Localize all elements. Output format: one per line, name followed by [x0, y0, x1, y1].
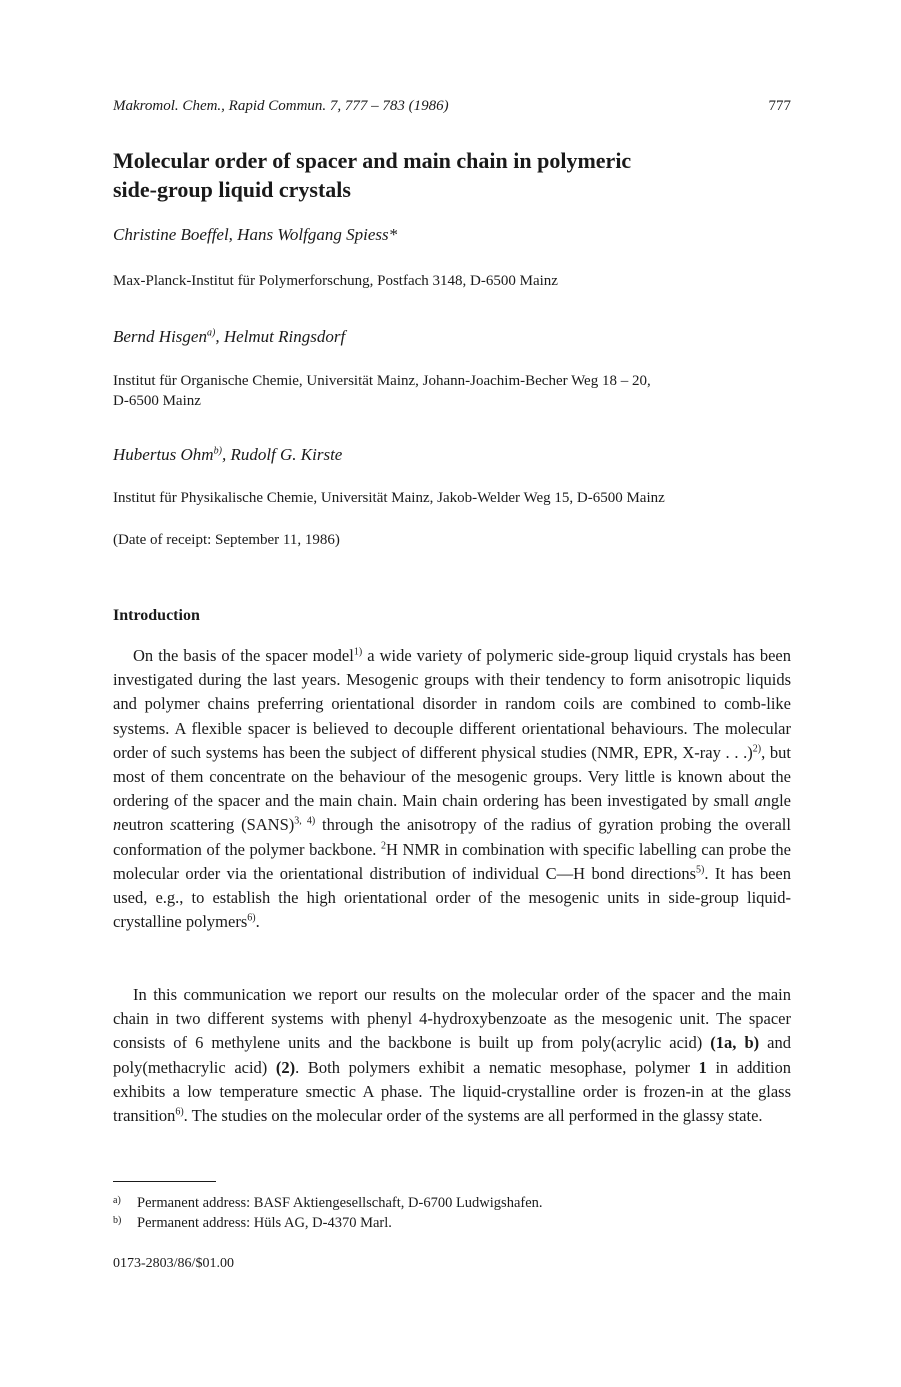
footnote-divider	[113, 1181, 216, 1182]
footnote-mark: b)	[213, 445, 222, 457]
title-line-1: Molecular order of spacer and main chain in polymeric	[113, 148, 632, 173]
paper-title	[113, 146, 773, 204]
isotope-mark: 2	[381, 840, 386, 852]
title-line-2: side-group liquid crystals	[113, 177, 351, 202]
reference-mark: 3, 4)	[294, 815, 316, 827]
affiliation-2-line-1: Institut für Organische Chemie, Universität Mainz, Johann-Joachim-Becher Weg 18 – 20,	[113, 373, 651, 389]
reference-mark: 2)	[752, 743, 762, 755]
footnote-a	[113, 1194, 543, 1213]
reference-mark: 6)	[175, 1106, 184, 1118]
affiliation-1: Max-Planck-Institut für Polymerforschung, Postfach 3148, D-6500 Mainz	[113, 273, 558, 289]
section-heading: Introduction	[113, 607, 200, 624]
journal-citation: Makromol. Chem., Rapid Commun. 7, 777 – 783 (1986)	[113, 98, 449, 114]
footnote-text: Permanent address: Hüls AG, D-4370 Marl.	[137, 1215, 392, 1231]
author-names-rest: , Helmut Ringsdorf	[215, 327, 346, 346]
paragraph-2: In this communication we report our results on the molecular order of the spacer and the main chain in two different systems with phenyl 4-hydroxybenzoate as the mesogenic unit. The spacer consists of 6 methylene units and the backbone is built up from poly(acrylic acid) (1a, b) and poly(methacrylic acid) (2). Both polymers exhibit a nematic mesophase, polymer 1 in addition exhibits a low temperature smectic A phase. The liquid-crystalline order is frozen-in at the glass transition$^{6)}$. The studies on the molecular order of the systems are all performed in the glassy state.	[113, 985, 791, 1126]
issn-price-code: 0173-2803/86/$01.00	[113, 1256, 234, 1271]
reference-mark: 5)	[696, 864, 705, 876]
author-names-rest: , Rudolf G. Kirste	[221, 445, 343, 464]
footnote-mark: a)	[113, 1195, 121, 1206]
author-name: Hubertus Ohm	[113, 445, 214, 464]
footnote-mark: b)	[113, 1215, 122, 1226]
compound-label: 1	[698, 1057, 707, 1077]
page-number: 777	[768, 98, 791, 114]
running-header	[113, 96, 791, 116]
author-name: Bernd Hisgen	[113, 327, 207, 346]
compound-label: (1a, b)	[710, 1033, 760, 1053]
footnote-b	[113, 1214, 392, 1233]
authors-group-2	[113, 326, 345, 348]
authors-group-1: Christine Boeffel, Hans Wolfgang Spiess*	[113, 225, 398, 244]
affiliation-2	[113, 371, 783, 411]
reference-mark: 6)	[247, 912, 256, 924]
date-of-receipt: (Date of receipt: September 11, 1986)	[113, 532, 340, 548]
affiliation-3: Institut für Physikalische Chemie, Universität Mainz, Jakob-Welder Weg 15, D-6500 Mainz	[113, 490, 665, 506]
paragraph-1: On the basis of the spacer model$^{1)}$ a wide variety of polymeric side-group liquid crystals has been investigated during the last years. Mesogenic groups with their tendency to form anisotropic liquids and polymer chains preferring orientational disorder in random coils are combined to comb-like systems. A flexible spacer is believed to decouple different orientational behaviours. The molecular order of such systems has been the subject of different physical studies (NMR, EPR, X-ray . . .)$^{2)}$, but most of them concentrate on the behaviour of the mesogenic groups. Very little is known about the ordering of the spacer and the main chain. Main chain ordering has been investigated by small angle neutron scattering (SANS)$^{3, 4)}$ through the anisotropy of the radius of gyration probing the overall conformation of the polymer backbone. $^2$H NMR in combination with specific labelling can probe the molecular order via the orientational distribution of individual C—H bond directions$^{5)}$. It has been used, e.g., to establish the high orientational order of the mesogenic units in side-group liquid-crystalline polymers$^{6)}$.	[113, 646, 791, 932]
reference-mark: 1)	[353, 646, 363, 658]
authors-group-3	[113, 444, 342, 466]
affiliation-2-line-2: D-6500 Mainz	[113, 393, 201, 409]
compound-label: (2)	[275, 1057, 296, 1077]
footnote-mark: a)	[206, 327, 216, 339]
footnote-text: Permanent address: BASF Aktiengesellschaft, D-6700 Ludwigshafen.	[137, 1195, 543, 1211]
